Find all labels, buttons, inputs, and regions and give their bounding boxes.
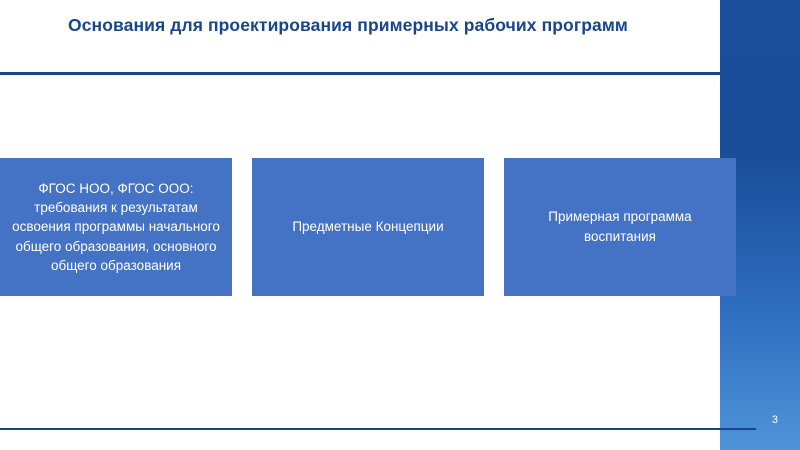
content-box-1: [0, 158, 232, 296]
content-box-1-label: ФГОС НОО, ФГОС ООО: требования к результатам освоения программы начального общего образования, основного общего образования: [12, 181, 220, 273]
content-box-3: [504, 158, 736, 296]
content-box-3-label: Примерная программа воспитания: [548, 209, 692, 244]
emblem-subtitle: МИНПРОСВЕЩЕНИЯ РОССИИ: [372, 61, 428, 65]
content-box-2-label: Предметные Концепции: [292, 219, 444, 235]
content-box-2: [252, 158, 484, 296]
footer-divider: [0, 428, 756, 430]
title-divider: [0, 72, 720, 75]
page-title: Основания для проектирования примерных рабочих программ: [68, 15, 628, 35]
page-number: 3: [771, 414, 778, 426]
emblem-title: Академия: [373, 47, 427, 59]
